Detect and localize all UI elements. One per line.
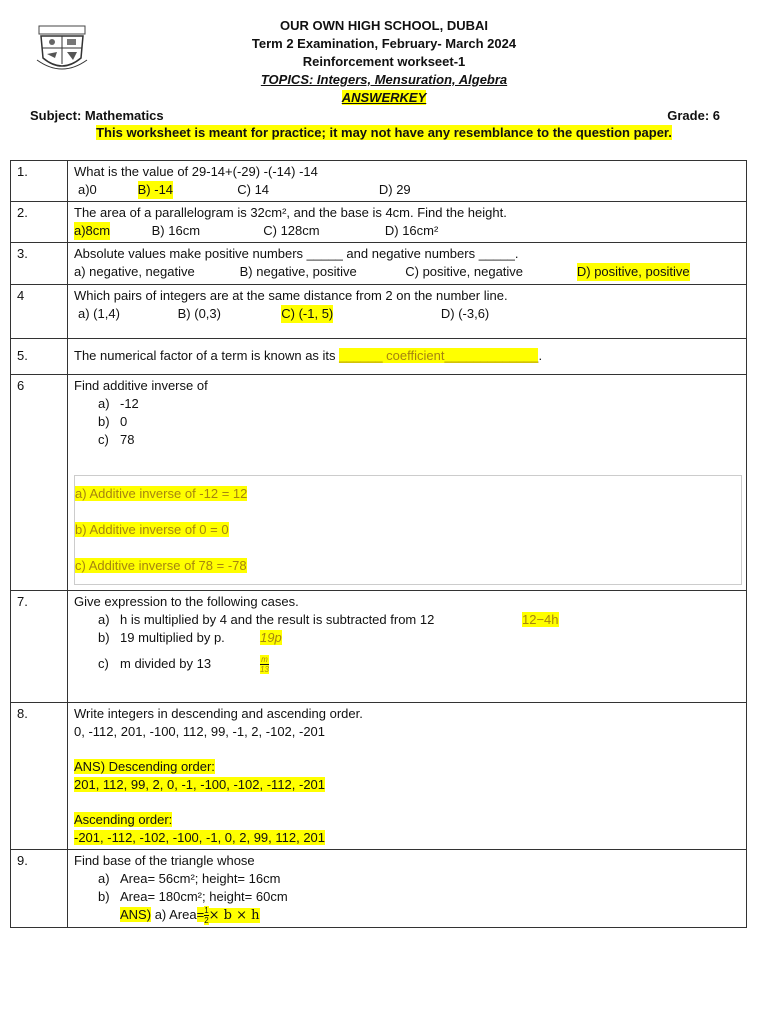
practice-note: This worksheet is meant for practice; it may not have any resemblance to the question paper. [96,125,672,140]
list-item: a) h is multiplied by 4 and the result is subtracted from 12 12−4h [98,612,559,627]
list-item: b) 0 [98,414,128,429]
question-number: 1. [11,161,68,202]
list-item: c) 78 [98,432,135,447]
subject-label: Subject: Mathematics [30,108,164,123]
option-a: a) negative, negative [74,264,195,279]
list-item: b) Area= 180cm²; height= 60cm [98,889,288,904]
question-text: What is the value of 29-14+(-29) -(-14) -14 [74,164,318,179]
exam-title: Term 2 Examination, February- March 2024 [251,36,517,51]
question-body [68,375,747,591]
question-body [68,202,747,243]
answer-text: 19p [260,630,282,645]
question-body [68,591,747,703]
option-c: C) positive, negative [405,264,524,279]
question-row-3 [11,243,747,285]
worksheet-title: Reinforcement workseet-1 [302,54,466,69]
option-d: D) 16cm² [384,223,439,238]
list-item: a) Area= 56cm²; height= 16cm [98,871,281,886]
question-row-8 [11,703,747,850]
option-c: C) 128cm [263,223,320,238]
answer-text: b) Additive inverse of 0 = 0 [75,522,229,537]
question-text: The numerical factor of a term is known as its [74,348,336,363]
grade-label: Grade: 6 [667,108,720,123]
option-b: B) 16cm [151,223,201,238]
question-row-1 [11,161,747,202]
option-c: C) (-1, 5) [281,306,334,321]
option-b: B) (0,3) [177,306,221,321]
question-number: 5. [11,339,68,375]
answer-text: c) Additive inverse of 78 = -78 [75,558,247,573]
question-row-2 [11,202,747,243]
list-item: b) 19 multiplied by p. 19p [98,630,282,645]
option-a: a)8cm [74,223,111,238]
question-row-4 [11,285,747,339]
question-text: The area of a parallelogram is 32cm², and the base is 4cm. Find the height. [74,205,507,220]
question-text: Write integers in descending and ascending order. [74,706,363,721]
question-row-6 [11,375,747,591]
option-b: B) -14 [137,182,174,197]
question-number: 3. [11,243,68,285]
question-body [68,850,747,928]
list-item: c) m divided by 13 $\frac{m}{13}$ [98,655,269,675]
answerkey-label: ANSWERKEY [341,90,427,105]
answer-text: 201, 112, 99, 2, 0, -1, -100, -102, -112, -201 [74,777,326,792]
topics: TOPICS: Integers, Mensuration, Algebra [260,72,508,87]
question-row-5 [11,339,747,375]
answer-text: a) Additive inverse of -12 = 12 [75,486,248,501]
answer-text: 12−4h [522,612,559,627]
answer-box [74,475,742,585]
question-row-7 [11,591,747,703]
fraction: $\frac{m}{13}$ [260,655,269,675]
question-number: 9. [11,850,68,928]
question-number: 8. [11,703,68,850]
question-text: Find additive inverse of [74,378,208,393]
question-body [68,285,747,339]
question-number: 7. [11,591,68,703]
fraction: $\frac{1}{2}$ [204,906,209,926]
option-b: B) negative, positive [239,264,357,279]
question-body [68,703,747,850]
answer-text: ______ coefficient_____________ [339,348,539,363]
option-c: C) 14 [237,182,270,197]
answer-label: Ascending order: [74,812,173,827]
question-text: Which pairs of integers are at the same distance from 2 on the number line. [74,288,508,303]
questions-table [10,160,747,928]
option-a: a) (1,4) [78,306,120,321]
option-d: D) (-3,6) [440,306,490,321]
option-d: D) positive, positive [576,264,690,279]
answer-text: -201, -112, -102, -100, -1, 0, 2, 99, 112, 201 [74,830,326,845]
option-d: D) 29 [378,182,411,197]
school-name: OUR OWN HIGH SCHOOL, DUBAI [280,18,488,33]
question-number: 4 [11,285,68,339]
answer-label: ANS) Descending order: [74,759,215,774]
integer-list: 0, -112, 201, -100, 112, 99, -1, 2, -102, -201 [74,724,326,739]
question-text: Find base of the triangle whose [74,853,255,868]
question-text: Absolute values make positive numbers _____ and negative numbers _____. [74,246,519,261]
option-a: a)0 [78,182,97,197]
question-body [68,161,747,202]
answer-line: ANS) a) Area= $\frac{1}{2}\times b \times h$ [120,906,260,926]
question-number: 2. [11,202,68,243]
list-item: a) -12 [98,396,139,411]
question-body [68,243,747,285]
question-row-9 [11,850,747,928]
question-body: The numerical factor of a term is known as its ______ coefficient_____________. [68,339,747,375]
question-text: Give expression to the following cases. [74,594,299,609]
question-number: 6 [11,375,68,591]
